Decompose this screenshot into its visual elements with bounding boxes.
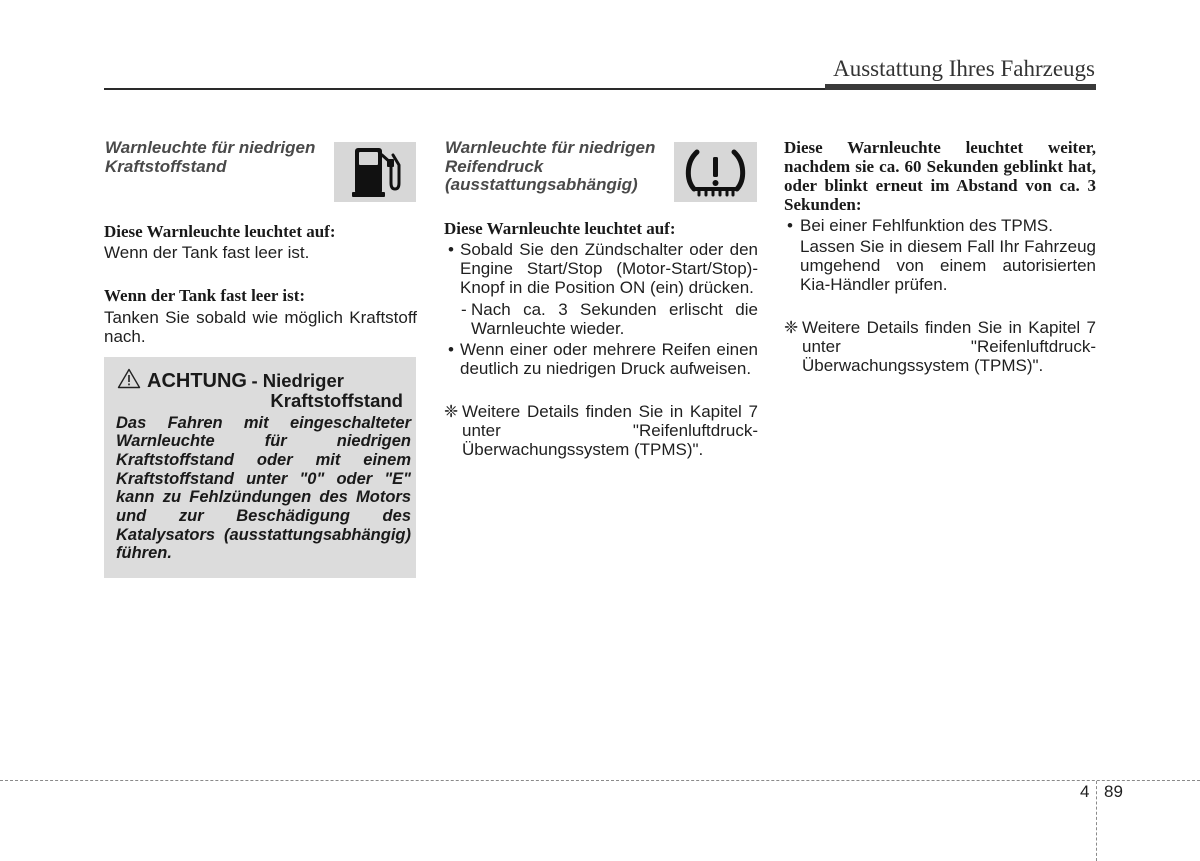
fuel-action-text: Tanken Sie sobald wie möglich Kraftstoff nach. (104, 308, 417, 346)
tpms-section-heading: Warnleuchte für niedrigen Reifendruck (ausstattungsabhängig) (445, 138, 656, 194)
caution-title-line1: - Niedriger (251, 370, 344, 391)
caution-box (104, 357, 416, 578)
reference-note-text: Weitere Details finden Sie in Kapitel 7 unter "Reifenluftdruck-Überwachungssystem (TPMS)". (802, 318, 1096, 375)
caution-label: ACHTUNG (147, 370, 247, 392)
tpms-warning-icon (674, 142, 757, 202)
fuel-icon-box (334, 142, 416, 202)
warning-triangle-icon (117, 368, 141, 389)
bullet-mark: • (448, 340, 454, 359)
caution-text: Das Fahren mit eingeschalteter Warnleuchte für niedrigen Kraftstoffstand oder mit einem Kraftstoffstand unter "0" oder "E" kann zu Fehlzündungen des Motors und zur Beschädigung des Katalysators (ausstattungsabhängig) führen. (116, 413, 411, 563)
footer-rule (0, 780, 1200, 781)
caution-title-line2: Kraftstoffstand (270, 390, 403, 411)
list-item-text: Bei einer Fehlfunktion des TPMS. (800, 216, 1053, 235)
dash-mark: - (461, 300, 467, 319)
list-item-text: Sobald Sie den Zündschalter oder den Engine Start/Stop (Motor-Start/Stop)-Knopf in die Position ON (ein) drücken. (460, 240, 758, 297)
fuel-on-label: Diese Warnleuchte leuchtet auf: (104, 222, 336, 241)
tpms-icon-box (674, 142, 757, 202)
header-rule (104, 88, 826, 90)
list-item-followup: Lassen Sie in diesem Fall Ihr Fahrzeug umgehend von einem autorisierten Kia-Händler prüfen. (800, 237, 1096, 294)
note-symbol-icon: ❈ (444, 402, 459, 421)
tpms-continued-intro: Diese Warnleuchte leuchtet weiter, nachdem sie ca. 60 Sekunden geblinkt hat, oder blinkt erneut im Abstand von ca. 3 Sekunden: (784, 138, 1096, 214)
running-header-title: Ausstattung Ihres Fahrzeugs (833, 56, 1095, 81)
note-symbol-icon: ❈ (784, 318, 799, 337)
reference-note-text: Weitere Details finden Sie in Kapitel 7 unter "Reifenluftdruck-Überwachungssystem (TPMS)". (462, 402, 758, 459)
fuel-action-label: Wenn der Tank fast leer ist: (104, 286, 306, 305)
list-item-text: Wenn einer oder mehrere Reifen einen deutlich zu niedrigen Druck aufweisen. (460, 340, 758, 378)
page-number: 89 (1104, 782, 1123, 801)
header-bar (825, 84, 1096, 90)
tpms-on-label: Diese Warnleuchte leuchtet auf: (444, 219, 676, 238)
chapter-number: 4 (1080, 782, 1090, 801)
sub-list-item-text: Nach ca. 3 Sekunden erlischt die Warnleuchte wieder. (471, 300, 758, 338)
fuel-on-text: Wenn der Tank fast leer ist. (104, 243, 310, 262)
footer-divider (1096, 781, 1097, 861)
fuel-section-heading: Warnleuchte für niedrigen Kraftstoffstand (105, 138, 316, 176)
fuel-pump-icon (334, 142, 416, 202)
bullet-mark: • (448, 240, 454, 259)
bullet-mark: • (787, 216, 793, 235)
